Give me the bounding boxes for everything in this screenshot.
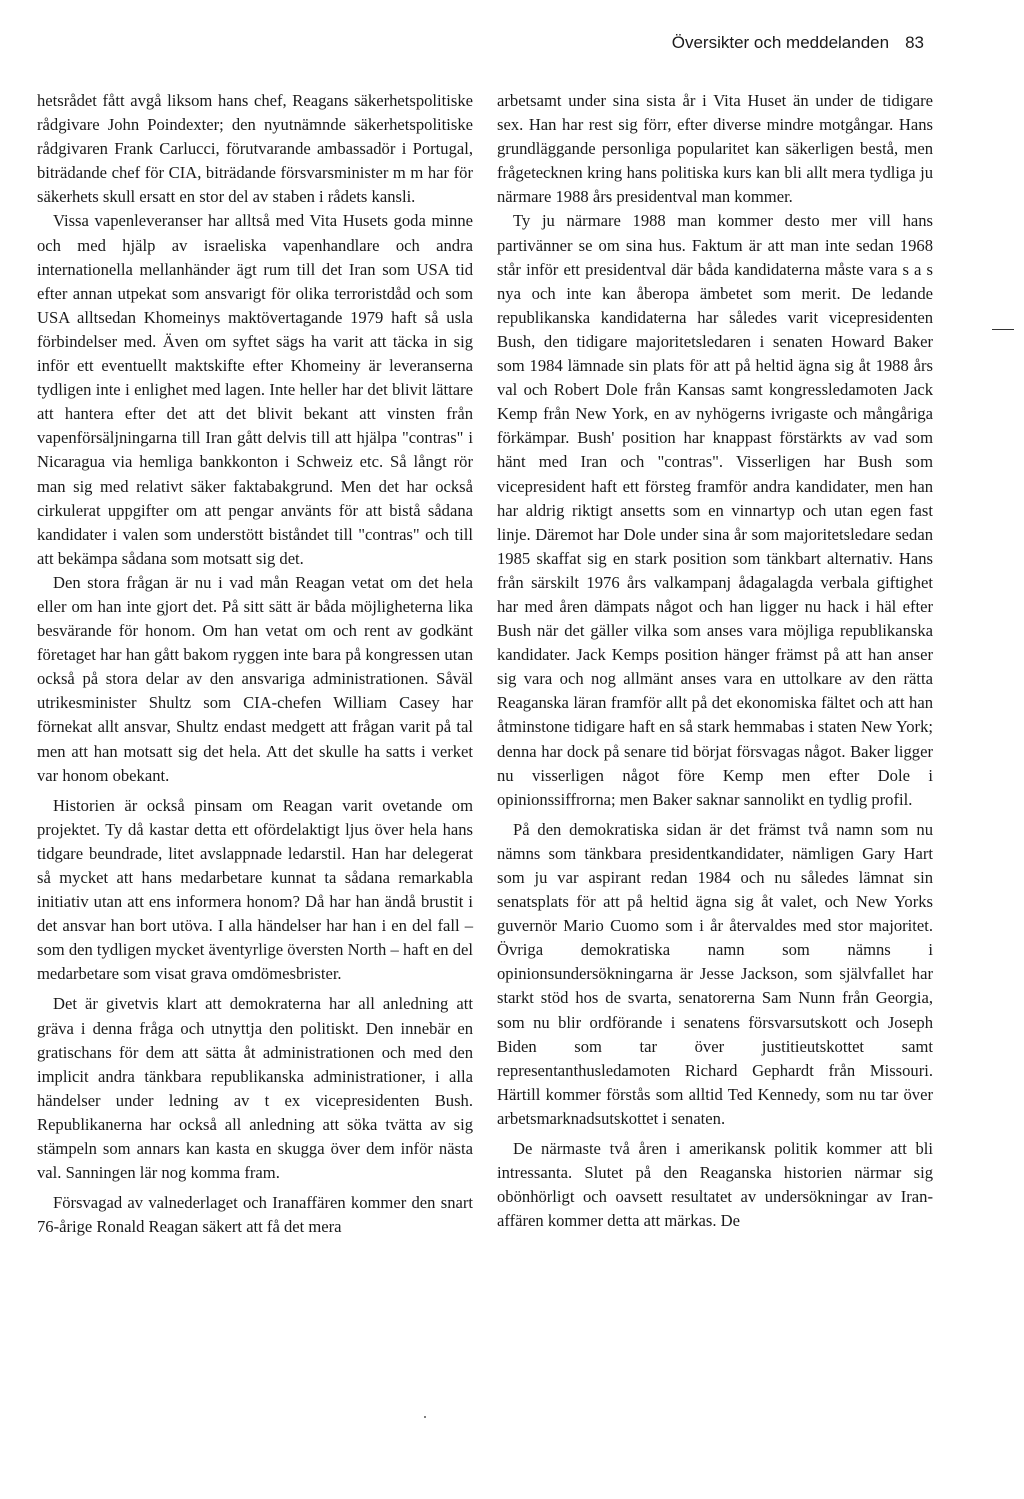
paragraph: Vissa vapenleveranser har alltså med Vita Husets goda minne och med hjälp av israeliska vapenhandlare och andra internationella mellanhänder ägt rum till det Iran som USA tid efter annan utpekat som ansvarigt för olika terroristdåd och som USA alltsedan Khomeinys maktövertagande 1979 haft så usla förbindelser med. Även om syftet sägs ha varit att täcka in sig inför ett eventuellt maktskifte efter Khomeiny är leveranserna tydligen inte i enlighet med lagen. Inte heller har det blivit lättare att hantera efter det att det blivit bekant att vinsten från vapenförsäljningarna till Iran gått delvis till att hjälpa "contras" i Nicaragua via hemliga bankkonton i Schweiz etc. Så långt rör man sig med relativt säker faktabakgrund. Men det har också cirkulerat uppgifter om att pengar använts för att bistå sådana kandidater i valen som understött biståndet till "contras" och till att bekämpa sådana som motsatt sig det. xyxy=(37,211,473,568)
paragraph: Försvagad av valnederlaget och Iranaffären kommer den snart 76-årige Ronald Reagan säkert att få det mera xyxy=(37,1193,473,1237)
paragraph: Ty ju närmare 1988 man kommer desto mer vill hans partivänner se om sina hus. Faktum är att man inte sedan 1968 står inför ett presidentval där båda kandidaterna måste vara s a s nya och inte kan åberopa ämbetet som merit. De ledande republikanska kandidaterna har således varit vicepresidenten Bush, den tidigare majoritetsledaren i senaten Howard Baker som 1984 lämnade sin plats för att på heltid ägna sig åt 1988 års val och Robert Dole från Kansas samt kongressledamoten Jack Kemp från New York, en av nyhögerns ivrigaste och mångåriga förkämpar. Bush' position har knappast förstärkts av vad som hänt med Iran och "contras". Visserligen har Bush som vicepresident haft ett försteg framför andra kandidater, men han har aldrig riktigt ansetts som en vinnartyp och utan egen fast linje. Däremot har Dole under sina år som majoritetsledare sedan 1985 skaffat sig en stark position som tänkbart alternativ. Hans från särskilt 1976 års valkampanj ådagalagda verbala giftighet har med åren dämpats något och han ligger nu hack i häl efter Bush när det gäller vilka som anses vara möjliga republikanska kandidater. Jack Kemps position hänger främst på att han anser sig vara och nog allmänt anses vara en uttolkare av den rätta Reaganska läran framför allt på det ekonomiska fältet och att han åtminstone tidigare haft en så stark hemmabas i staten New York; denna har dock på senare tid börjat försvagas något. Baker ligger nu visserligen något före Kemp men efter Dole i opinionssiffrorna; men Baker saknar sannolikt en tydlig profil. xyxy=(497,211,933,809)
paragraph: På den demokratiska sidan är det främst två namn som nu nämns som tänkbara presidentkandidater, nämligen Gary Hart som ju var aspirant redan 1984 och nu således lämnat sin senatsplats för att på heltid ägna sig åt valet, och New Yorks guvernör Mario Cuomo som i år återvaldes med stor majoritet. Övriga demokratiska namn som nämns i opinionsundersökningarna är Jesse Jackson, som självfallet har starkt stöd hos de svarta, senatorerna Sam Nunn från Georgia, som nu blir ordförande i senatens försvarsutskott och Joseph Biden som tar över justitieutskottet samt representanthusledamoten Richard Gephardt från Missouri. Härtill kommer förstås som alltid Ted Kennedy, som nu tar över arbetsmarknadsutskottet i senaten. xyxy=(497,819,933,1128)
paragraph: hetsrådet fått avgå liksom hans chef, Reagans säkerhetspolitiske rådgivare John Poindexter; den nyutnämnde säkerhetspolitiske rådgivaren Frank Carlucci, förutvarande ambassadör i Portugal, biträdande chef för CIA, biträdande försvarsminister m m har för säkerhets skull ersatt en stor del av staben i rådets kansli. xyxy=(37,91,473,207)
paragraph: Den stora frågan är nu i vad mån Reagan vetat om det hela eller om han inte gjort det. På sitt sätt är båda möjligheterna lika besvärande för honom. Om han vetat om och rent av godkänt företaget har han gått bakom ryggen inte bara på kongressen utan också på stora delar av den ansvariga administrationen. Såväl utrikesminister Shultz som CIA-chefen William Casey har förnekat allt ansvar, Shultz endast medgett att frågan varit på tal men att han motsatt sig det hela. Att det skulle ha satts i verket var honom obekant. xyxy=(37,572,473,785)
paragraph: De närmaste två åren i amerikansk politik kommer att bli intressanta. Slutet på den Reaganska historien närmar sig obönhörligt och oavsett resultatet av undersökningar av Iran-affären kommer detta att märkas. De xyxy=(497,1139,933,1231)
left-column xyxy=(37,89,473,1239)
right-column xyxy=(497,89,933,1233)
paragraph: Det är givetvis klart att demokraterna har all anledning att gräva i denna fråga och utnyttja den politiskt. Den innebär en gratischans för dem att sätta åt administrationen och med den implicit andra tänkbara republikanska administrationer, i alla händelser under ledning av t ex vicepresidenten Bush. Republikanerna har också all anledning att söka tvätta av sig stämpeln som annars kan kasta en skugga över dem inför nästa val. Sanningen lär nog komma fram. xyxy=(37,994,473,1183)
scan-speck xyxy=(424,1416,426,1418)
section-title: Översikter och meddelanden xyxy=(671,33,890,52)
page-number: 83 xyxy=(905,33,924,52)
paragraph: arbetsamt under sina sista år i Vita Huset än under de tidigare sex. Han har rest sig förr, efter diverse mindre motgångar. Hans grundläggande personliga popularitet kan säkerligen bestå, men frågetecknen kring hans politiska kurs kan bli allt mera tydliga ju närmare 1988 års presidentval man kommer. xyxy=(497,91,933,207)
margin-mark xyxy=(992,329,1014,330)
paragraph: Historien är också pinsam om Reagan varit ovetande om projektet. Ty då kastar detta ett ofördelaktigt ljus över hela hans tidgare beundrade, litet avslappnade ledarstil. Han har delegerat så mycket att hans medarbetare kunnat ta sådana remarkabla initiativ utan att ens informera honom? Då har han ändå brustit i det ansvar han bort utöva. I alla händelser har han i en del fall – som den tydligen mycket äventyrlige översten North – haft en del medarbetare som visat grava omdömesbrister. xyxy=(37,795,473,984)
running-head xyxy=(672,33,924,53)
